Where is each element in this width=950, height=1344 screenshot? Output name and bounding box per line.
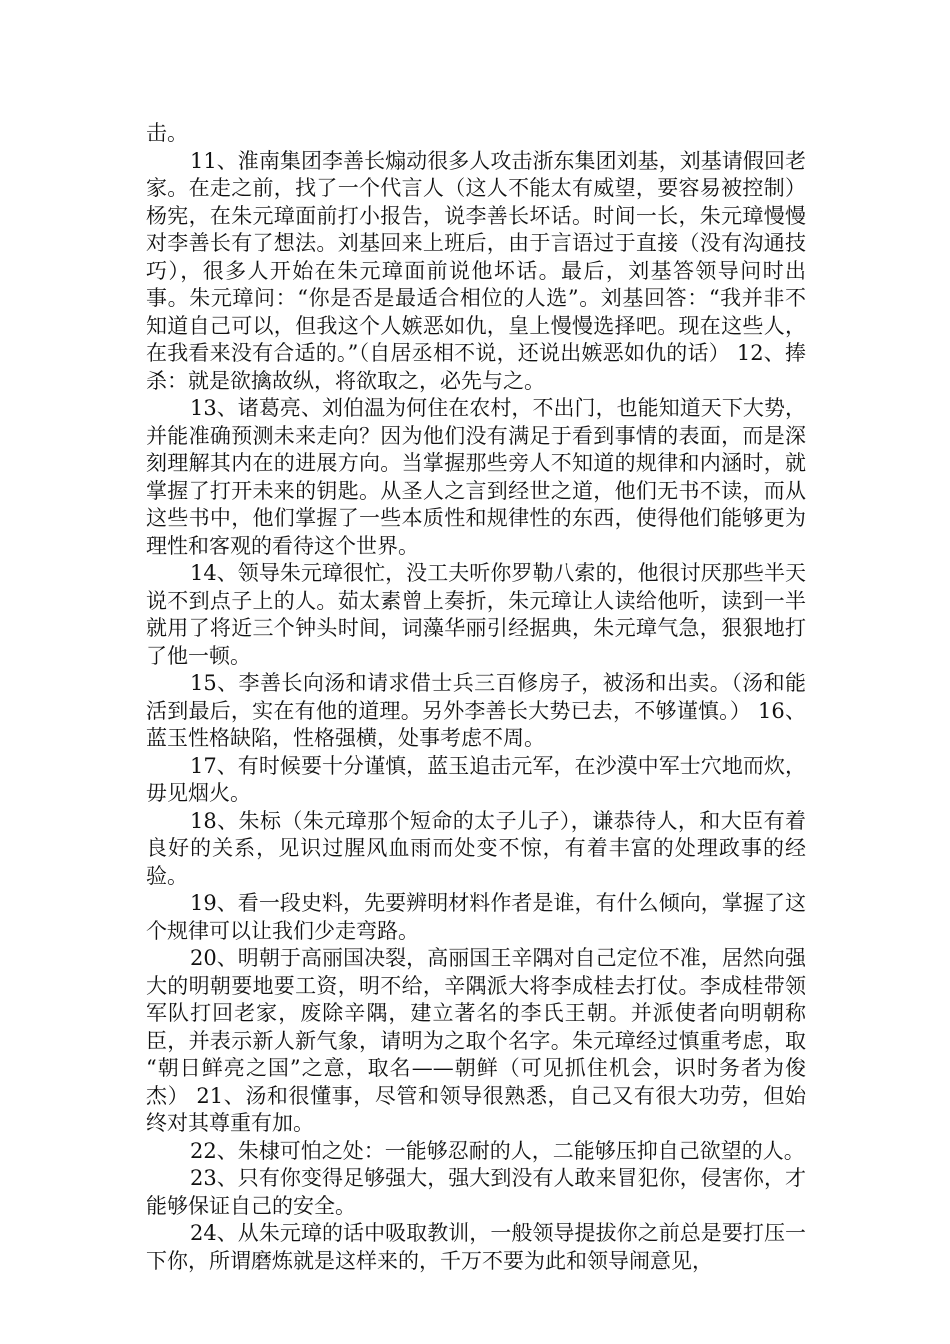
paragraph: 14、领导朱元璋很忙，没工夫听你罗勒八索的，他很讨厌那些半天说不到点子上的人。茹太素曾上奏折，朱元璋让人读给他听，读到一半就用了将近三个钟头时间，词藻华丽引经据典，朱元璋气急，狠狠地打了他一顿。	[146, 561, 806, 668]
paragraph: 20、明朝于高丽国决裂，高丽国王辛隅对自己定位不准，居然向强大的明朝要地要工资，明不给，辛隅派大将李成桂去打仗。李成桂带领军队打回老家，废除辛隅，建立著名的李氏王朝。并派使者向明朝称臣，并表示新人新气象，请明为之取个名字。朱元璋经过慎重考虑，取 “朝日鲜亮之国”之意，取名——朝鲜（可见抓住机会，识时务者为俊杰） 21、汤和很懂事，尽管和领导很熟悉，自己又有很大功劳，但始终对其尊重有加。	[146, 946, 806, 1135]
paragraph: 击。	[146, 121, 188, 145]
paragraph: 24、从朱元璋的话中吸取教训，一般领导提拔你之前总是要打压一下你，所谓磨炼就是这样来的，千万不要为此和领导闹意见，	[146, 1221, 806, 1273]
paragraph: 19、看一段史料，先要辨明材料作者是谁，有什么倾向，掌握了这个规律可以让我们少走弯路。	[146, 891, 806, 943]
document-body	[146, 120, 806, 1275]
paragraph: 15、李善长向汤和请求借士兵三百修房子，被汤和出卖。（汤和能活到最后，实在有他的道理。另外李善长大势已去，不够谨慎。） 16、蓝玉性格缺陷，性格强横，处事考虑不周。	[146, 671, 806, 750]
paragraph: 22、朱棣可怕之处：一能够忍耐的人，二能够压抑自己欲望的人。	[190, 1138, 805, 1163]
paragraph: 13、诸葛亮、刘伯温为何住在农村，不出门，也能知道天下大势，并能准确预测未来走向？因为他们没有满足于看到事情的表面，而是深刻理解其内在的进展方向。当掌握那些旁人不知道的规律和内涵时，就掌握了打开未来的钥匙。从圣人之言到经世之道，他们无书不读，而从这些书中，他们掌握了一些本质性和规律性的东西，使得他们能够更为理性和客观的看待这个世界。	[146, 396, 806, 558]
paragraph: 11、淮南集团李善长煽动很多人攻击浙东集团刘基，刘基请假回老家。在走之前，找了一个代言人（这人不能太有威望，要容易被控制）杨宪，在朱元璋面前打小报告，说李善长坏话。时间一长，朱元璋慢慢对李善长有了想法。刘基回来上班后，由于言语过于直接（没有沟通技巧），很多人开始在朱元璋面前说他坏话。最后，刘基答领导问时出事。朱元璋问：“你是否是最适合相位的人选”。刘基回答：“我并非不知道自己可以，但我这个人嫉恶如仇，皇上慢慢选择吧。现在这些人，在我看来没有合适的。”（自居丞相不说，还说出嫉恶如仇的话） 12、捧杀：就是欲擒故纵，将欲取之，必先与之。	[146, 148, 806, 393]
paragraph: 17、有时候要十分谨慎，蓝玉追击元军，在沙漠中军士穴地而炊，毋见烟火。	[146, 753, 806, 805]
paragraph: 18、朱标（朱元璋那个短命的太子儿子），谦恭待人，和大臣有着良好的关系，见识过腥风血雨而处变不惊，有着丰富的处理政事的经验。	[146, 808, 806, 888]
paragraph: 23、只有你变得足够强大，强大到没有人敢来冒犯你，侵害你，才能够保证自己的安全。	[146, 1166, 806, 1218]
